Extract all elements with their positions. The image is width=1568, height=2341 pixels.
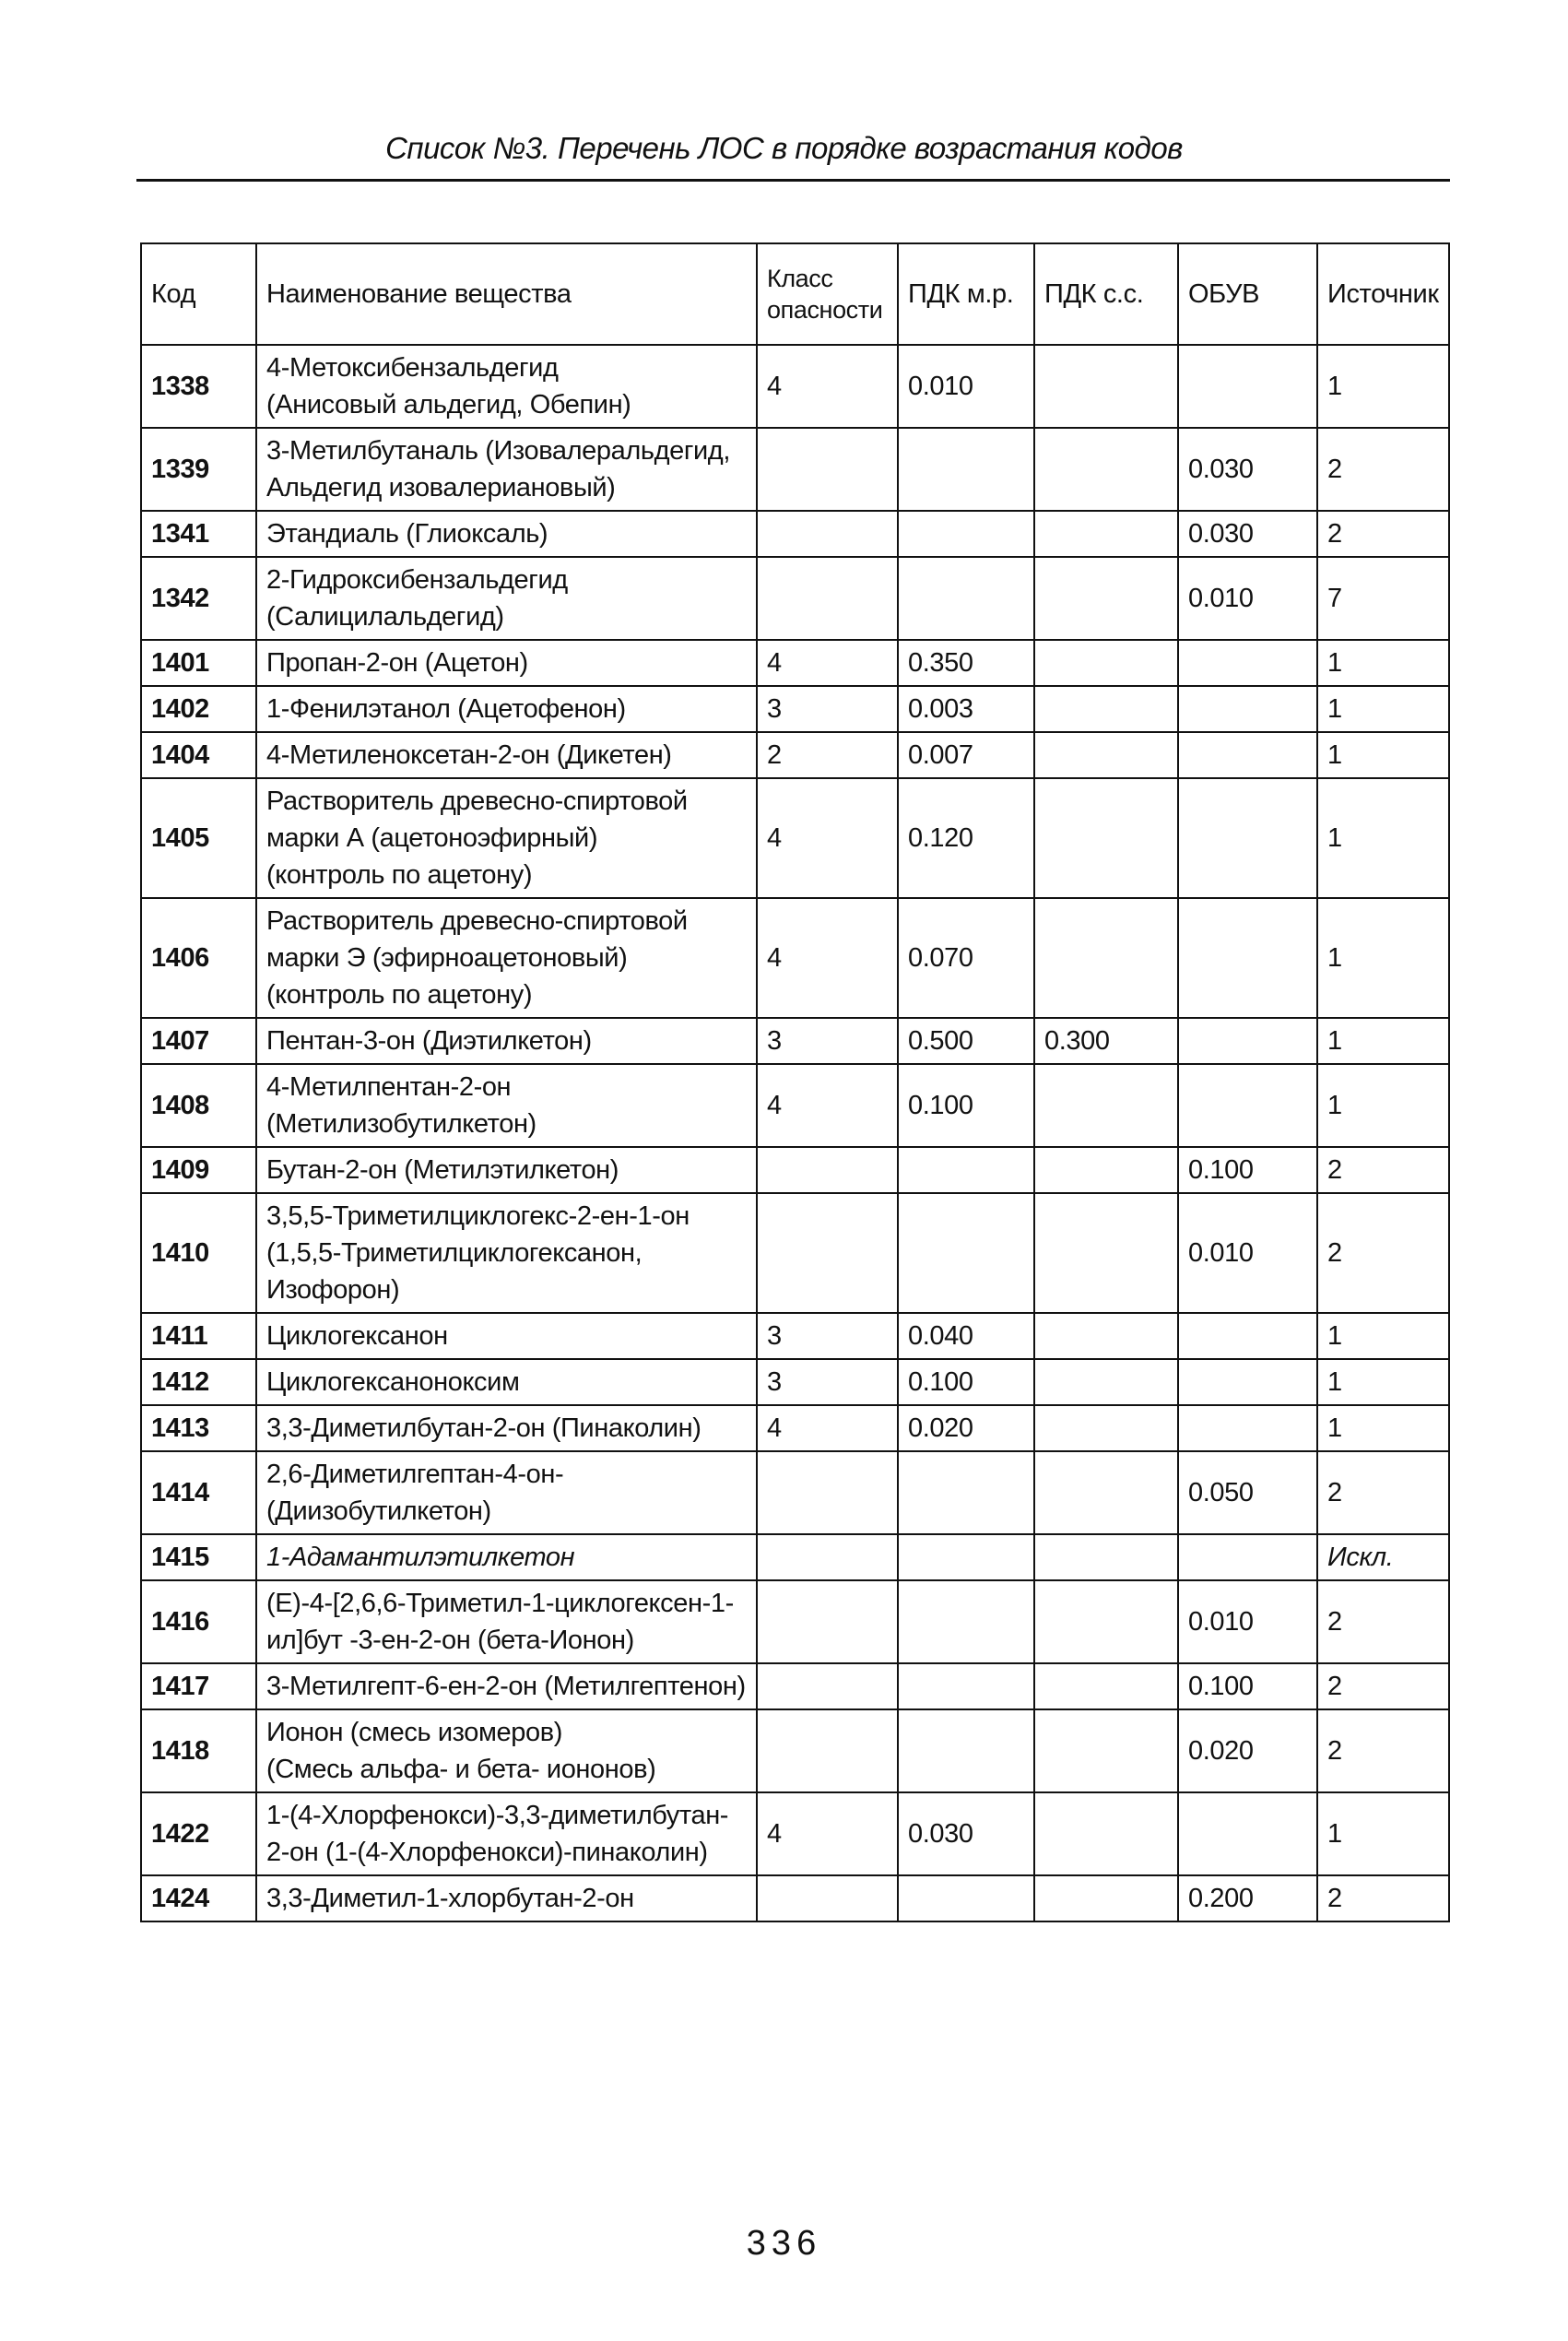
cell-code: 1418 [141,1709,256,1792]
cell-source: 2 [1317,1451,1449,1534]
cell-code: 1412 [141,1359,256,1405]
substance-name-line: (1,5,5-Триметилциклогексанон, [266,1238,643,1268]
cell-pdk-ss [1034,732,1178,778]
cell-obuv: 0.010 [1178,557,1317,640]
cell-pdk-mr: 0.350 [898,640,1034,686]
cell-hazard: 3 [757,1313,898,1359]
table-row [141,640,1449,686]
cell-source: 1 [1317,1405,1449,1451]
table-header-row [141,243,1449,345]
cell-source: 7 [1317,557,1449,640]
cell-source: 2 [1317,511,1449,557]
cell-source: 1 [1317,1359,1449,1405]
cell-pdk-ss [1034,1663,1178,1709]
cell-pdk-ss [1034,1405,1178,1451]
cell-obuv [1178,1359,1317,1405]
cell-source: 1 [1317,778,1449,898]
table-body [141,345,1449,1921]
cell-obuv: 0.100 [1178,1147,1317,1193]
cell-hazard: 4 [757,778,898,898]
cell-name [256,428,757,511]
page-number: 336 [746,2224,822,2263]
substance-name-line: 1-Фенилэтанол (Ацетофенон) [266,694,626,724]
cell-code: 1416 [141,1580,256,1663]
cell-pdk-mr: 0.030 [898,1792,1034,1875]
cell-obuv [1178,778,1317,898]
substance-name-line: 2-Гидроксибензальдегид [266,565,568,595]
cell-source: 1 [1317,640,1449,686]
cell-code: 1424 [141,1875,256,1921]
cell-source: 2 [1317,1875,1449,1921]
cell-pdk-ss [1034,428,1178,511]
substance-name-line: Пентан-3-он (Диэтилкетон) [266,1026,592,1056]
cell-hazard [757,557,898,640]
substance-name-line: 3-Метилбутаналь (Изовалеральдегид, [266,436,730,466]
cell-pdk-mr: 0.020 [898,1405,1034,1451]
cell-name [256,686,757,732]
cell-pdk-mr [898,1709,1034,1792]
cell-pdk-ss [1034,1451,1178,1534]
cell-code: 1409 [141,1147,256,1193]
table-row [141,1534,1449,1580]
cell-obuv: 0.030 [1178,511,1317,557]
cell-code: 1408 [141,1064,256,1147]
cell-obuv: 0.020 [1178,1709,1317,1792]
cell-hazard [757,428,898,511]
substance-name-line: Циклогексаноноксим [266,1367,520,1397]
cell-pdk-ss [1034,345,1178,428]
substance-name-line: ил]бут -3-ен-2-он (бета-Ионон) [266,1626,634,1655]
cell-pdk-ss [1034,1875,1178,1921]
table-row [141,1875,1449,1921]
cell-code: 1422 [141,1792,256,1875]
cell-obuv [1178,640,1317,686]
cell-pdk-mr: 0.070 [898,898,1034,1018]
substance-name-line: (Метилизобутилкетон) [266,1109,536,1139]
cell-obuv [1178,1534,1317,1580]
col-header-source: Источник [1317,243,1449,345]
table-row [141,1064,1449,1147]
cell-pdk-ss [1034,1064,1178,1147]
cell-pdk-mr [898,1875,1034,1921]
cell-name [256,1580,757,1663]
cell-pdk-mr [898,557,1034,640]
cell-name [256,1147,757,1193]
substance-name-line: (E)-4-[2,6,6-Триметил-1-циклогексен-1- [266,1589,734,1618]
cell-pdk-mr [898,1580,1034,1663]
col-header-hazard-line2: опасности [767,296,883,324]
cell-source: 1 [1317,732,1449,778]
cell-code: 1414 [141,1451,256,1534]
cell-pdk-ss [1034,1359,1178,1405]
cell-hazard: 3 [757,1018,898,1064]
table-row [141,1313,1449,1359]
cell-pdk-ss [1034,1147,1178,1193]
substance-name-line: марки А (ацетоноэфирный) [266,823,598,853]
cell-pdk-ss [1034,686,1178,732]
col-header-name: Наименование вещества [256,243,757,345]
substance-name-line: (Анисовый альдегид, Обепин) [266,390,631,420]
table-row [141,1451,1449,1534]
cell-name [256,1064,757,1147]
table-row [141,898,1449,1018]
table-row [141,1580,1449,1663]
cell-code: 1411 [141,1313,256,1359]
cell-hazard: 2 [757,732,898,778]
cell-hazard [757,1193,898,1313]
cell-source: 2 [1317,1193,1449,1313]
cell-pdk-mr [898,1193,1034,1313]
cell-code: 1401 [141,640,256,686]
table-row [141,778,1449,898]
cell-pdk-ss [1034,557,1178,640]
substance-name-line: (контроль по ацетону) [266,860,533,890]
cell-pdk-ss [1034,640,1178,686]
substance-name-line: 3,5,5-Триметилциклогекс-2-ен-1-он [266,1201,690,1231]
cell-code: 1339 [141,428,256,511]
substance-name-line: Этандиаль (Глиоксаль) [266,519,548,549]
cell-obuv: 0.010 [1178,1580,1317,1663]
cell-code: 1405 [141,778,256,898]
cell-code: 1404 [141,732,256,778]
cell-name [256,640,757,686]
substance-name-line: 4-Метилпентан-2-он [266,1072,512,1102]
cell-pdk-mr [898,1147,1034,1193]
table-row [141,1709,1449,1792]
cell-code: 1417 [141,1663,256,1709]
cell-code: 1410 [141,1193,256,1313]
cell-name [256,1709,757,1792]
substance-name-line: 2-он (1-(4-Хлорфенокси)-пинаколин) [266,1838,708,1867]
cell-source: 1 [1317,1018,1449,1064]
cell-code: 1406 [141,898,256,1018]
cell-pdk-mr: 0.500 [898,1018,1034,1064]
cell-pdk-mr: 0.120 [898,778,1034,898]
table-row [141,732,1449,778]
cell-source: 2 [1317,1147,1449,1193]
cell-code: 1342 [141,557,256,640]
cell-name [256,1359,757,1405]
substance-name-line: Растворитель древесно-спиртовой [266,786,688,816]
cell-hazard: 3 [757,686,898,732]
cell-pdk-ss [1034,1534,1178,1580]
cell-pdk-mr [898,1663,1034,1709]
substance-name-line: 1-(4-Хлорфенокси)-3,3-диметилбутан- [266,1801,729,1830]
col-header-pdk-mr: ПДК м.р. [898,243,1034,345]
cell-source: 2 [1317,1663,1449,1709]
cell-pdk-mr: 0.100 [898,1064,1034,1147]
cell-name [256,1792,757,1875]
cell-hazard [757,1451,898,1534]
substance-name-line: Альдегид изовалериановый) [266,473,616,502]
substance-name-line: Изофорон) [266,1275,400,1305]
cell-pdk-ss [1034,511,1178,557]
table-row [141,1359,1449,1405]
cell-code: 1341 [141,511,256,557]
header-rule [136,179,1450,182]
cell-hazard: 4 [757,345,898,428]
cell-name [256,1663,757,1709]
cell-source: 2 [1317,428,1449,511]
substance-name-line: 3,3-Диметилбутан-2-он (Пинаколин) [266,1413,701,1443]
cell-pdk-mr: 0.100 [898,1359,1034,1405]
cell-hazard [757,1709,898,1792]
cell-hazard [757,1663,898,1709]
col-header-pdk-ss: ПДК с.с. [1034,243,1178,345]
substance-name-line: Циклогексанон [266,1321,448,1351]
substance-name-line: 2,6-Диметилгептан-4-он- [266,1460,564,1489]
cell-code: 1402 [141,686,256,732]
substance-name-line: 4-Метиленоксетан-2-он (Дикетен) [266,740,672,770]
table-row [141,1405,1449,1451]
cell-obuv: 0.200 [1178,1875,1317,1921]
cell-code: 1407 [141,1018,256,1064]
cell-hazard [757,1875,898,1921]
cell-pdk-mr: 0.003 [898,686,1034,732]
cell-source: 1 [1317,1313,1449,1359]
cell-source: 1 [1317,1064,1449,1147]
table-row [141,1663,1449,1709]
cell-pdk-mr: 0.040 [898,1313,1034,1359]
cell-hazard: 4 [757,898,898,1018]
running-header: Список №3. Перечень ЛОС в порядке возрастания кодов [385,131,1183,165]
cell-source: 1 [1317,686,1449,732]
cell-name [256,1018,757,1064]
cell-pdk-ss [1034,898,1178,1018]
substance-name-line: 1-Адамантилэтилкетон [266,1543,575,1572]
table-row [141,511,1449,557]
cell-pdk-ss [1034,1792,1178,1875]
cell-obuv [1178,1405,1317,1451]
table-row [141,557,1449,640]
substance-name-line: 4-Метоксибензальдегид [266,353,559,383]
substance-name-line: Пропан-2-он (Ацетон) [266,648,528,678]
col-header-code: Код [141,243,256,345]
cell-obuv [1178,1792,1317,1875]
substance-name-line: Бутан-2-он (Метилэтилкетон) [266,1155,619,1185]
table-row [141,1147,1449,1193]
cell-obuv [1178,345,1317,428]
cell-hazard [757,511,898,557]
cell-pdk-ss [1034,1709,1178,1792]
cell-hazard: 4 [757,1405,898,1451]
cell-hazard: 4 [757,1064,898,1147]
cell-name [256,345,757,428]
substance-name-line: (Салицилальдегид) [266,602,504,632]
cell-source: 1 [1317,345,1449,428]
cell-name [256,898,757,1018]
substance-name-line: (Смесь альфа- и бета- иононов) [266,1755,656,1784]
substance-name-line: 3-Метилгепт-6-ен-2-он (Метилгептенон) [266,1672,746,1701]
cell-code: 1415 [141,1534,256,1580]
cell-hazard [757,1580,898,1663]
cell-pdk-mr [898,428,1034,511]
cell-source: 2 [1317,1709,1449,1792]
cell-code: 1413 [141,1405,256,1451]
cell-pdk-mr [898,1451,1034,1534]
cell-obuv: 0.100 [1178,1663,1317,1709]
cell-pdk-ss [1034,1580,1178,1663]
cell-name [256,1534,757,1580]
cell-source: Искл. [1317,1534,1449,1580]
cell-name [256,511,757,557]
table-row [141,686,1449,732]
cell-hazard [757,1147,898,1193]
cell-obuv [1178,898,1317,1018]
cell-name [256,732,757,778]
cell-pdk-mr: 0.010 [898,345,1034,428]
cell-pdk-ss [1034,1313,1178,1359]
cell-obuv [1178,1313,1317,1359]
table-row [141,428,1449,511]
cell-obuv [1178,1018,1317,1064]
col-header-obuv: ОБУВ [1178,243,1317,345]
cell-pdk-mr [898,1534,1034,1580]
cell-name [256,557,757,640]
cell-hazard: 4 [757,640,898,686]
cell-hazard: 4 [757,1792,898,1875]
col-header-hazard [757,243,898,345]
cell-obuv: 0.050 [1178,1451,1317,1534]
table-row [141,1018,1449,1064]
cell-obuv [1178,686,1317,732]
cell-name [256,778,757,898]
substances-table [140,242,1450,1922]
cell-hazard: 3 [757,1359,898,1405]
cell-obuv [1178,732,1317,778]
cell-obuv [1178,1064,1317,1147]
cell-code: 1338 [141,345,256,428]
cell-source: 1 [1317,1792,1449,1875]
cell-pdk-ss: 0.300 [1034,1018,1178,1064]
table-row [141,345,1449,428]
substance-name-line: Растворитель древесно-спиртовой [266,906,688,936]
cell-name [256,1193,757,1313]
cell-pdk-ss [1034,778,1178,898]
substance-name-line: (Диизобутилкетон) [266,1496,491,1526]
substance-name-line: Ионон (смесь изомеров) [266,1718,562,1747]
substance-name-line: (контроль по ацетону) [266,980,533,1010]
substance-name-line: марки Э (эфирноацетоновый) [266,943,628,973]
table-row [141,1193,1449,1313]
cell-obuv: 0.030 [1178,428,1317,511]
cell-name [256,1875,757,1921]
cell-source: 2 [1317,1580,1449,1663]
cell-pdk-mr: 0.007 [898,732,1034,778]
cell-name [256,1451,757,1534]
cell-pdk-ss [1034,1193,1178,1313]
substance-name-line: 3,3-Диметил-1-хлорбутан-2-он [266,1884,634,1913]
table-row [141,1792,1449,1875]
cell-source: 1 [1317,898,1449,1018]
cell-name [256,1313,757,1359]
cell-pdk-mr [898,511,1034,557]
cell-name [256,1405,757,1451]
cell-obuv: 0.010 [1178,1193,1317,1313]
cell-hazard [757,1534,898,1580]
col-header-hazard-line1: Класс [767,265,833,292]
